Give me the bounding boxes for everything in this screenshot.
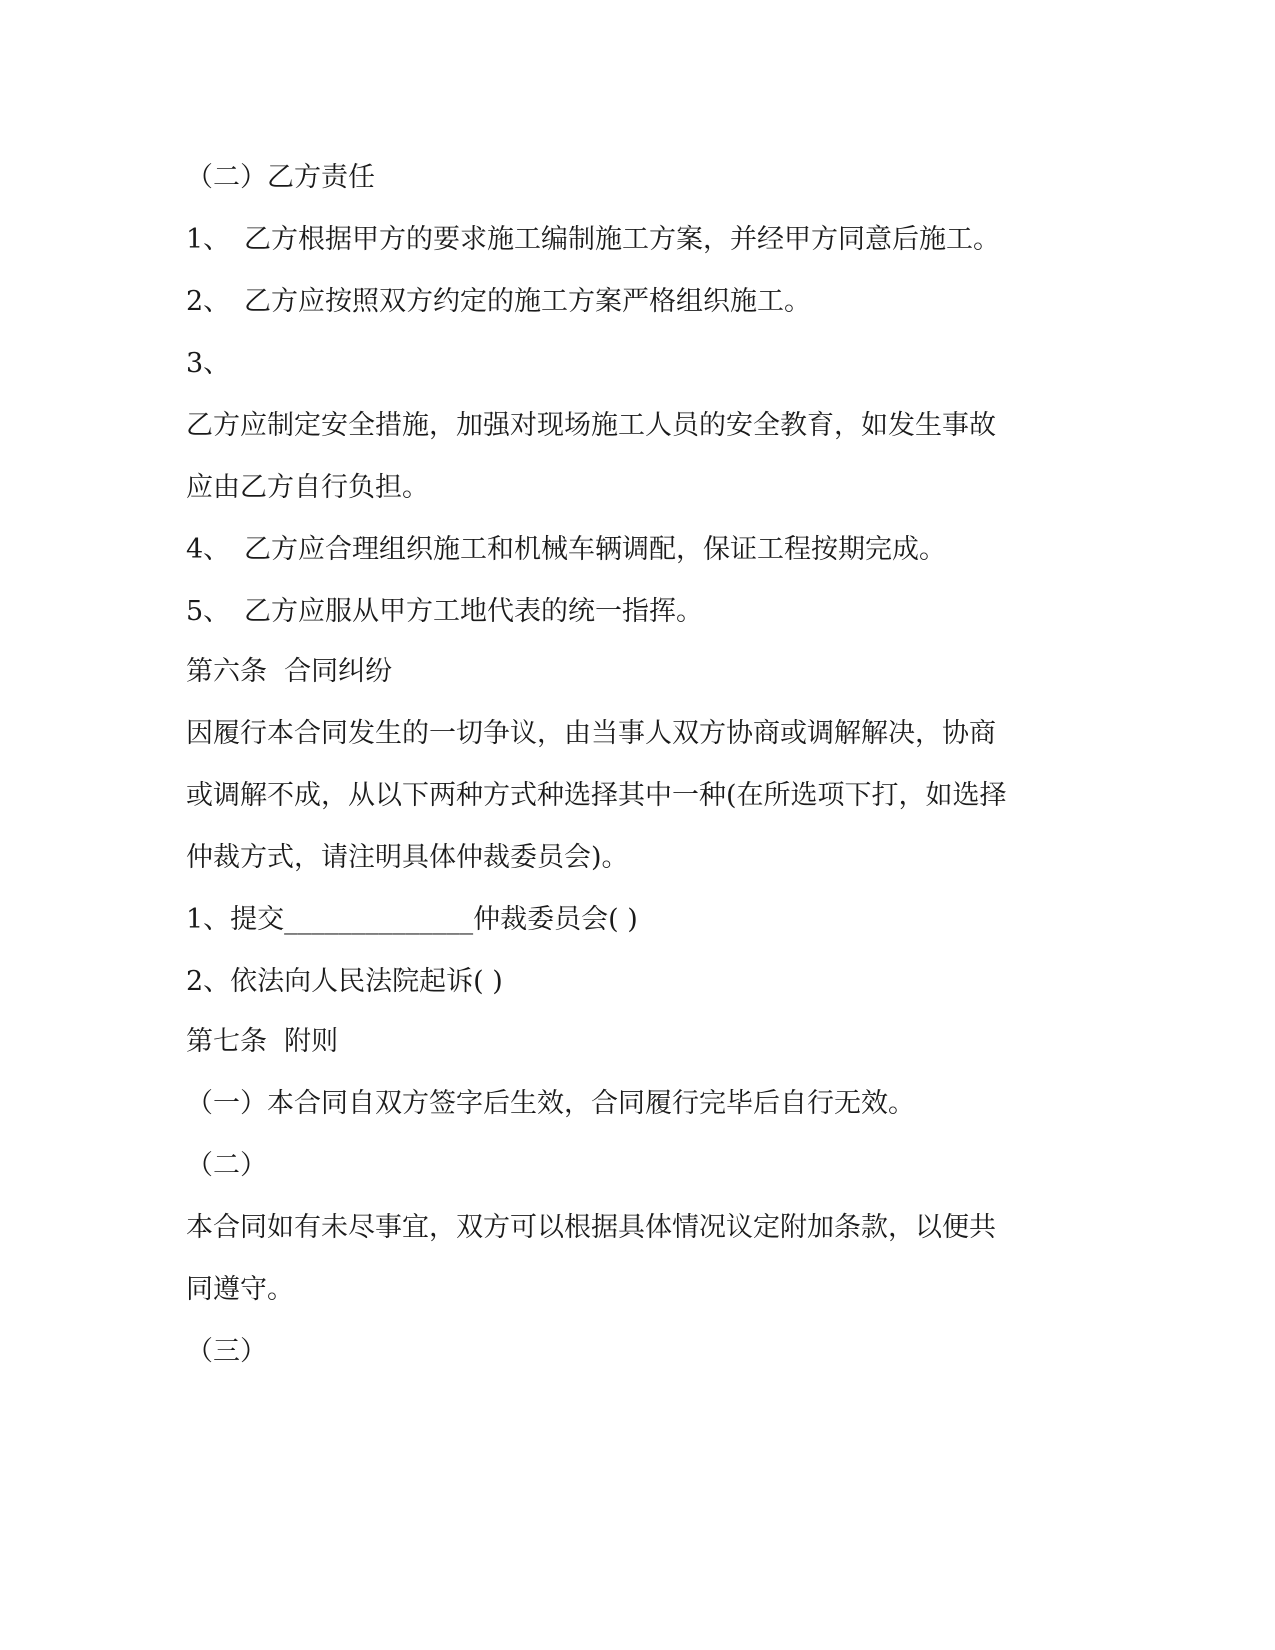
option-litigation: 2、依法向人民法院起诉( ) — [186, 966, 503, 997]
item-number: 1、 — [186, 224, 231, 255]
item-text: 乙方应服从甲方工地代表的统一指挥。 — [244, 596, 703, 627]
paragraph-line: 同遵守。 — [186, 1274, 294, 1305]
paragraph-line: 应由乙方自行负担。 — [186, 472, 429, 503]
paragraph-line: 或调解不成，从以下两种方式种选择其中一种(在所选项下打，如选择 — [186, 780, 1007, 811]
item-text: 乙方应合理组织施工和机械车辆调配，保证工程按期完成。 — [244, 534, 946, 565]
item-number: 5、 — [186, 596, 231, 627]
list-item-number: 3、 — [186, 348, 231, 379]
list-item — [186, 220, 1000, 260]
clause-number: （三） — [186, 1336, 267, 1367]
paragraph-line: （一）本合同自双方签字后生效，合同履行完毕后自行无效。 — [186, 1088, 915, 1119]
paragraph-line: 因履行本合同发生的一切争议，由当事人双方协商或调解解决，协商 — [186, 718, 996, 749]
item-number: 4、 — [186, 534, 231, 565]
list-item — [186, 592, 703, 632]
option-arbitration: 1、提交______________仲裁委员会( ) — [186, 904, 638, 935]
paragraph-line: 仲裁方式，请注明具体仲裁委员会)。 — [186, 842, 629, 873]
item-text: 乙方根据甲方的要求施工编制施工方案，并经甲方同意后施工。 — [244, 224, 1000, 255]
clause-number: （二） — [186, 1150, 267, 1181]
section-heading-party-b-responsibilities: （二）乙方责任 — [186, 162, 375, 193]
list-item — [186, 282, 811, 322]
article-heading-disputes: 第六条 合同纠纷 — [186, 656, 393, 687]
paragraph-line: 本合同如有未尽事宜，双方可以根据具体情况议定附加条款，以便共 — [186, 1212, 996, 1243]
list-item — [186, 530, 946, 570]
paragraph-line: 乙方应制定安全措施，加强对现场施工人员的安全教育，如发生事故 — [186, 410, 996, 441]
item-number: 2、 — [186, 286, 231, 317]
item-text: 乙方应按照双方约定的施工方案严格组织施工。 — [244, 286, 811, 317]
article-heading-supplementary: 第七条 附则 — [186, 1026, 339, 1057]
